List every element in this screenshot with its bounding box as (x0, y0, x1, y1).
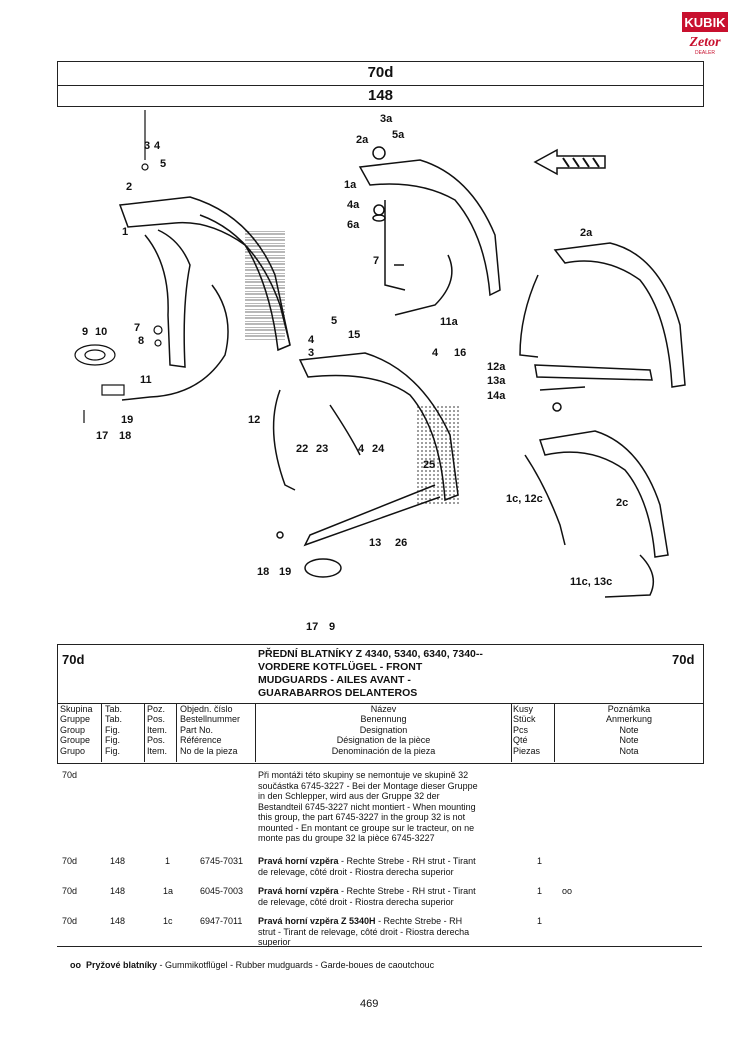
kubik-zetor-logo (682, 12, 728, 56)
column-header-table (57, 703, 704, 762)
callout-13: 13 (369, 537, 382, 549)
row-3-qty: 1 (537, 916, 543, 926)
row-2-table: 148 (110, 886, 126, 896)
row-3-name: Pravá horní vzpěra Z 5340H - Rechte Strebe - RH strut - Tirant de relevage, côté droit - Riostra derecha superior (258, 916, 470, 947)
callout-1: 1 (122, 226, 129, 238)
callout-labels (82, 113, 628, 633)
row-3-group: 70d (62, 916, 78, 926)
table-number: 148 (58, 85, 703, 105)
direction-arrow-icon (535, 150, 605, 174)
callout-6a: 6a (347, 219, 360, 231)
callout-1a: 1a (344, 179, 357, 191)
row-2-note: oo (562, 886, 573, 896)
column-partno: Objedn. číslo Bestellnummer Part No. Référence No de la pieza (180, 704, 241, 756)
callout-4c: 4 (432, 347, 439, 359)
bottom-rule (57, 946, 702, 947)
callout-24: 24 (372, 443, 385, 455)
section-desc-line-4: GUARABARROS DELANTEROS (258, 687, 418, 699)
callout-2a: 2a (356, 134, 369, 146)
row-2-group: 70d (62, 886, 78, 896)
row-3-partno: 6947-7011 (200, 916, 243, 926)
callout-18: 18 (119, 430, 132, 442)
callout-5: 5 (160, 158, 167, 170)
callout-18b: 18 (257, 566, 270, 578)
row-3-table: 148 (110, 916, 126, 926)
column-table: Tab. Tab. Fig. Fig. Fig. (105, 704, 123, 756)
callout-22: 22 (296, 443, 309, 455)
callout-7b: 7 (373, 255, 380, 267)
callout-5b: 5 (331, 315, 338, 327)
callout-26: 26 (395, 537, 408, 549)
callout-4d: 4 (358, 443, 365, 455)
title-box (57, 61, 704, 107)
callout-1c-12c: 1c, 12c (506, 493, 543, 505)
callout-2: 2 (126, 181, 133, 193)
section-desc-line-1: PŘEDNÍ BLATNÍKY Z 4340, 5340, 6340, 7340-- (258, 648, 483, 660)
callout-13a: 13a (487, 375, 506, 387)
callout-14a: 14a (487, 390, 506, 402)
section-desc-line-2: VORDERE KOTFLÜGEL - FRONT (258, 661, 423, 673)
row-2-qty: 1 (537, 886, 543, 896)
callout-19: 19 (121, 414, 134, 426)
callout-25: 25 (423, 459, 436, 471)
page-number: 469 (360, 998, 379, 1010)
callout-4a: 4a (347, 199, 360, 211)
column-group: Skupina Gruppe Group Groupe Grupo (60, 704, 93, 756)
section-desc-line-3: MUDGUARDS - AILES AVANT - (258, 674, 411, 686)
column-item: Poz. Pos. Item. Pos. Item. (147, 704, 168, 756)
logo-brand-text: KUBIK (684, 15, 726, 30)
callout-17b: 17 (306, 621, 319, 633)
row-3-item: 1c (163, 916, 173, 926)
note-text: Při montáži této skupiny se nemontuje ve skupině 32 součástka 6745-3227 - Bei der Montage dieser Gruppe in den Schlepper, wird aus der Gruppe 32 der Bestandteil 6745-3227 nicht montiert - When mounting this group, the part 6745-3227 in the group 32 is not mounted - En montant ce groupe sur le tracteur, on ne monte pas du groupe 32 la pièce 6745-3227 (258, 770, 478, 843)
row-2-name: Pravá horní vzpěra - Rechte Strebe - RH strut - Tirant de relevage, côté droit - Riostra derecha superior (258, 886, 476, 907)
callout-23: 23 (316, 443, 329, 455)
callout-2c: 2c (616, 497, 629, 509)
callout-11: 11 (140, 374, 152, 386)
callout-11a: 11a (440, 316, 458, 328)
right-mudguard-2c (525, 431, 668, 597)
row-1-item: 1 (165, 856, 171, 866)
callout-3: 3 (144, 140, 151, 152)
row-2-item: 1a (163, 886, 174, 896)
callout-19b: 19 (279, 566, 292, 578)
callout-17: 17 (96, 430, 109, 442)
row-2-partno: 6045-7003 (200, 886, 244, 896)
section-code-right: 70d (672, 652, 695, 667)
exploded-diagram (40, 105, 720, 635)
callout-12: 12 (248, 414, 261, 426)
callout-4: 4 (154, 140, 161, 152)
model-title: 70d (367, 64, 394, 81)
right-mudguard-2a (520, 243, 685, 411)
callout-3b: 3 (308, 347, 315, 359)
callout-8: 8 (138, 335, 145, 347)
row-1-name: Pravá horní vzpěra - Rechte Strebe - RH strut - Tirant de relevage, côté droit - Riostra derecha superior (258, 856, 476, 877)
callout-15: 15 (348, 329, 361, 341)
note-group: 70d (62, 770, 78, 780)
callout-10: 10 (95, 326, 108, 338)
footer-note: oo Pryžové blatníky - Gummikotflügel - Rubber mudguards - Garde-boues de caoutchouc (70, 960, 435, 970)
callout-16: 16 (454, 347, 467, 359)
center-mudguard (360, 147, 500, 315)
callout-2a-right: 2a (580, 227, 593, 239)
logo-tag-text: DEALER (694, 50, 716, 56)
row-1-table: 148 (110, 856, 126, 866)
column-name: Název Benennung Designation Désignation de la pièce Denominación de la pieza (331, 704, 436, 756)
callout-11c-13c: 11c, 13c (570, 576, 613, 588)
logo-sub-text: Zetor (689, 35, 721, 50)
callout-5a: 5a (392, 129, 405, 141)
column-note: Poznámka Anmerkung Note Note Nota (605, 704, 653, 756)
row-1-qty: 1 (537, 856, 543, 866)
column-qty: Kusy Stück Pcs Qté Piezas (513, 704, 541, 756)
row-1-group: 70d (62, 856, 78, 866)
front-left-mudguard (120, 197, 290, 400)
callout-3a: 3a (380, 113, 393, 125)
row-1-partno: 6745-7031 (200, 856, 244, 866)
callout-4b: 4 (308, 334, 315, 346)
callout-12a: 12a (487, 361, 506, 373)
section-code-left: 70d (62, 652, 85, 667)
callout-7: 7 (134, 322, 141, 334)
callout-9: 9 (82, 326, 89, 338)
callout-9b: 9 (329, 621, 336, 633)
